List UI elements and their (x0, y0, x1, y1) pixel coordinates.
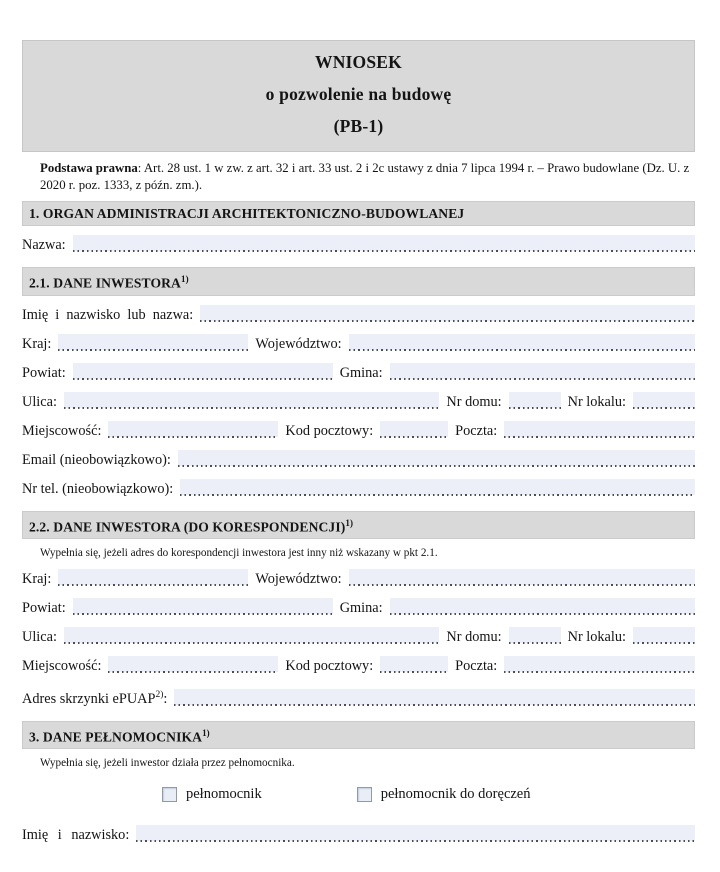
pelnomocnik-option[interactable] (162, 786, 262, 803)
miejscowosc-field[interactable] (108, 656, 278, 676)
section-title: 2.2. DANE INWESTORA (DO KORESPONDENCJI) (29, 519, 346, 535)
row-koresp-ulica (22, 627, 695, 647)
epuap-label-colon: : (163, 690, 168, 707)
miejscowosc-field[interactable] (108, 421, 278, 441)
row-koresp-epuap (22, 685, 695, 709)
gmina-label: Gmina: (339, 600, 383, 617)
imie-nazwisko-lub-nazwa-label: Imię i nazwisko lub nazwa: (22, 306, 194, 323)
ulica-label: Ulica: (22, 393, 57, 410)
imie-nazwisko-label: Imię i nazwisko: (22, 827, 130, 844)
row-pelnomocnik-nazwisko (22, 825, 695, 845)
kod-pocztowy-label: Kod pocztowy: (285, 658, 374, 675)
row-koresp-kraj (22, 569, 695, 589)
pelnomocnik-doreczen-checkbox-label: pełnomocnik do doręczeń (380, 786, 531, 803)
row-inwestor-email (22, 450, 695, 470)
row-inwestor-ulica (22, 392, 695, 412)
row-inwestor-nazwa (22, 305, 695, 325)
powiat-label: Powiat: (22, 364, 66, 381)
powiat-field[interactable] (73, 363, 333, 383)
pelnomocnik-doreczen-checkbox[interactable] (357, 787, 372, 802)
nazwa-field[interactable] (73, 235, 695, 255)
pelnomocnik-options (162, 786, 695, 803)
section-title: 3. DANE PEŁNOMOCNIKA (29, 729, 203, 745)
legal-basis-text: : Art. 28 ust. 1 w zw. z art. 32 i art. 33 ust. 2 i 2c ustawy z dnia 7 lipca 1994 r. – Prawo budowlane (Dz. U. z 2020 r. poz. 1333, z późn. zm.). (40, 161, 690, 192)
powiat-label: Powiat: (22, 600, 66, 617)
email-field[interactable] (178, 450, 695, 470)
email-label: Email (nieobowiązkowo): (22, 451, 171, 468)
kod-pocztowy-label: Kod pocztowy: (285, 422, 374, 439)
nr-lokalu-field[interactable] (633, 627, 695, 647)
poczta-label: Poczta: (455, 658, 498, 675)
row-inwestor-tel (22, 479, 695, 499)
nr-domu-field[interactable] (509, 627, 561, 647)
wojewodztwo-field[interactable] (349, 569, 695, 589)
footnote-ref-2: 2) (155, 690, 164, 701)
form-page (22, 40, 695, 845)
gmina-label: Gmina: (339, 364, 383, 381)
poczta-label: Poczta: (455, 422, 498, 439)
legal-basis (40, 160, 695, 193)
pelnomocnik-note: Wypełnia się, jeżeli inwestor działa przez pełnomocnika. (40, 757, 295, 770)
section-header-organ (22, 201, 695, 226)
nazwa-label: Nazwa: (22, 237, 66, 253)
row-koresp-powiat (22, 598, 695, 618)
miejscowosc-label: Miejscowość: (22, 658, 102, 675)
ulica-field[interactable] (64, 627, 439, 647)
footnote-ref-1: 1) (345, 517, 354, 528)
form-subtitle: o pozwolenie na budowę (265, 84, 452, 104)
form-title-box (22, 40, 695, 152)
row-inwestor-miejscowosc (22, 421, 695, 441)
section-header-korespondencja (22, 511, 695, 540)
section-title: 2.1. DANE INWESTORA (29, 275, 181, 291)
row-organ-nazwa (22, 235, 695, 255)
footnote-ref-1: 1) (180, 274, 189, 284)
kraj-field[interactable] (58, 569, 248, 589)
ulica-label: Ulica: (22, 629, 57, 646)
row-inwestor-powiat (22, 363, 695, 383)
kraj-field[interactable] (58, 334, 248, 354)
korespondencja-note: Wypełnia się, jeżeli adres do korespondencji inwestora jest inny niż wskazany w pkt 2.1. (40, 547, 438, 560)
nr-tel-label: Nr tel. (nieobowiązkowo): (22, 480, 174, 497)
legal-basis-label: Podstawa prawna (40, 161, 138, 175)
section-header-inwestor (22, 267, 695, 296)
imie-nazwisko-field[interactable] (136, 825, 695, 845)
poczta-field[interactable] (504, 656, 695, 676)
pelnomocnik-checkbox[interactable] (162, 787, 177, 802)
form-code: (PB-1) (333, 116, 384, 136)
row-inwestor-kraj (22, 334, 695, 354)
section-title: 1. ORGAN ADMINISTRACJI ARCHITEKTONICZNO-BUDOWLANEJ (29, 206, 465, 221)
gmina-field[interactable] (390, 363, 695, 383)
miejscowosc-label: Miejscowość: (22, 422, 102, 439)
nr-domu-label: Nr domu: (446, 393, 502, 410)
kraj-label: Kraj: (22, 571, 52, 588)
kod-pocztowy-field[interactable] (380, 656, 448, 676)
wojewodztwo-label: Województwo: (255, 571, 342, 588)
epuap-label (22, 685, 167, 709)
wojewodztwo-field[interactable] (349, 334, 695, 354)
ulica-field[interactable] (64, 392, 439, 412)
imie-nazwisko-lub-nazwa-field[interactable] (200, 305, 695, 325)
nr-lokalu-label: Nr lokalu: (567, 629, 626, 646)
pelnomocnik-checkbox-label: pełnomocnik (186, 786, 262, 803)
row-koresp-miejscowosc (22, 656, 695, 676)
pelnomocnik-doreczen-option[interactable] (357, 786, 531, 803)
footnote-ref-1: 1) (202, 727, 210, 738)
form-title: WNIOSEK (315, 52, 402, 72)
section-header-pelnomocnik (22, 721, 695, 750)
nr-tel-field[interactable] (180, 479, 695, 499)
kraj-label: Kraj: (22, 335, 52, 352)
poczta-field[interactable] (504, 421, 695, 441)
powiat-field[interactable] (73, 598, 333, 618)
wojewodztwo-label: Województwo: (255, 335, 342, 352)
epuap-field[interactable] (174, 689, 695, 709)
gmina-field[interactable] (390, 598, 695, 618)
nr-domu-field[interactable] (509, 392, 561, 412)
nr-lokalu-field[interactable] (633, 392, 695, 412)
epuap-label-text: Adres skrzynki ePUAP (22, 690, 156, 707)
nr-lokalu-label: Nr lokalu: (567, 393, 626, 410)
kod-pocztowy-field[interactable] (380, 421, 448, 441)
nr-domu-label: Nr domu: (446, 629, 502, 646)
